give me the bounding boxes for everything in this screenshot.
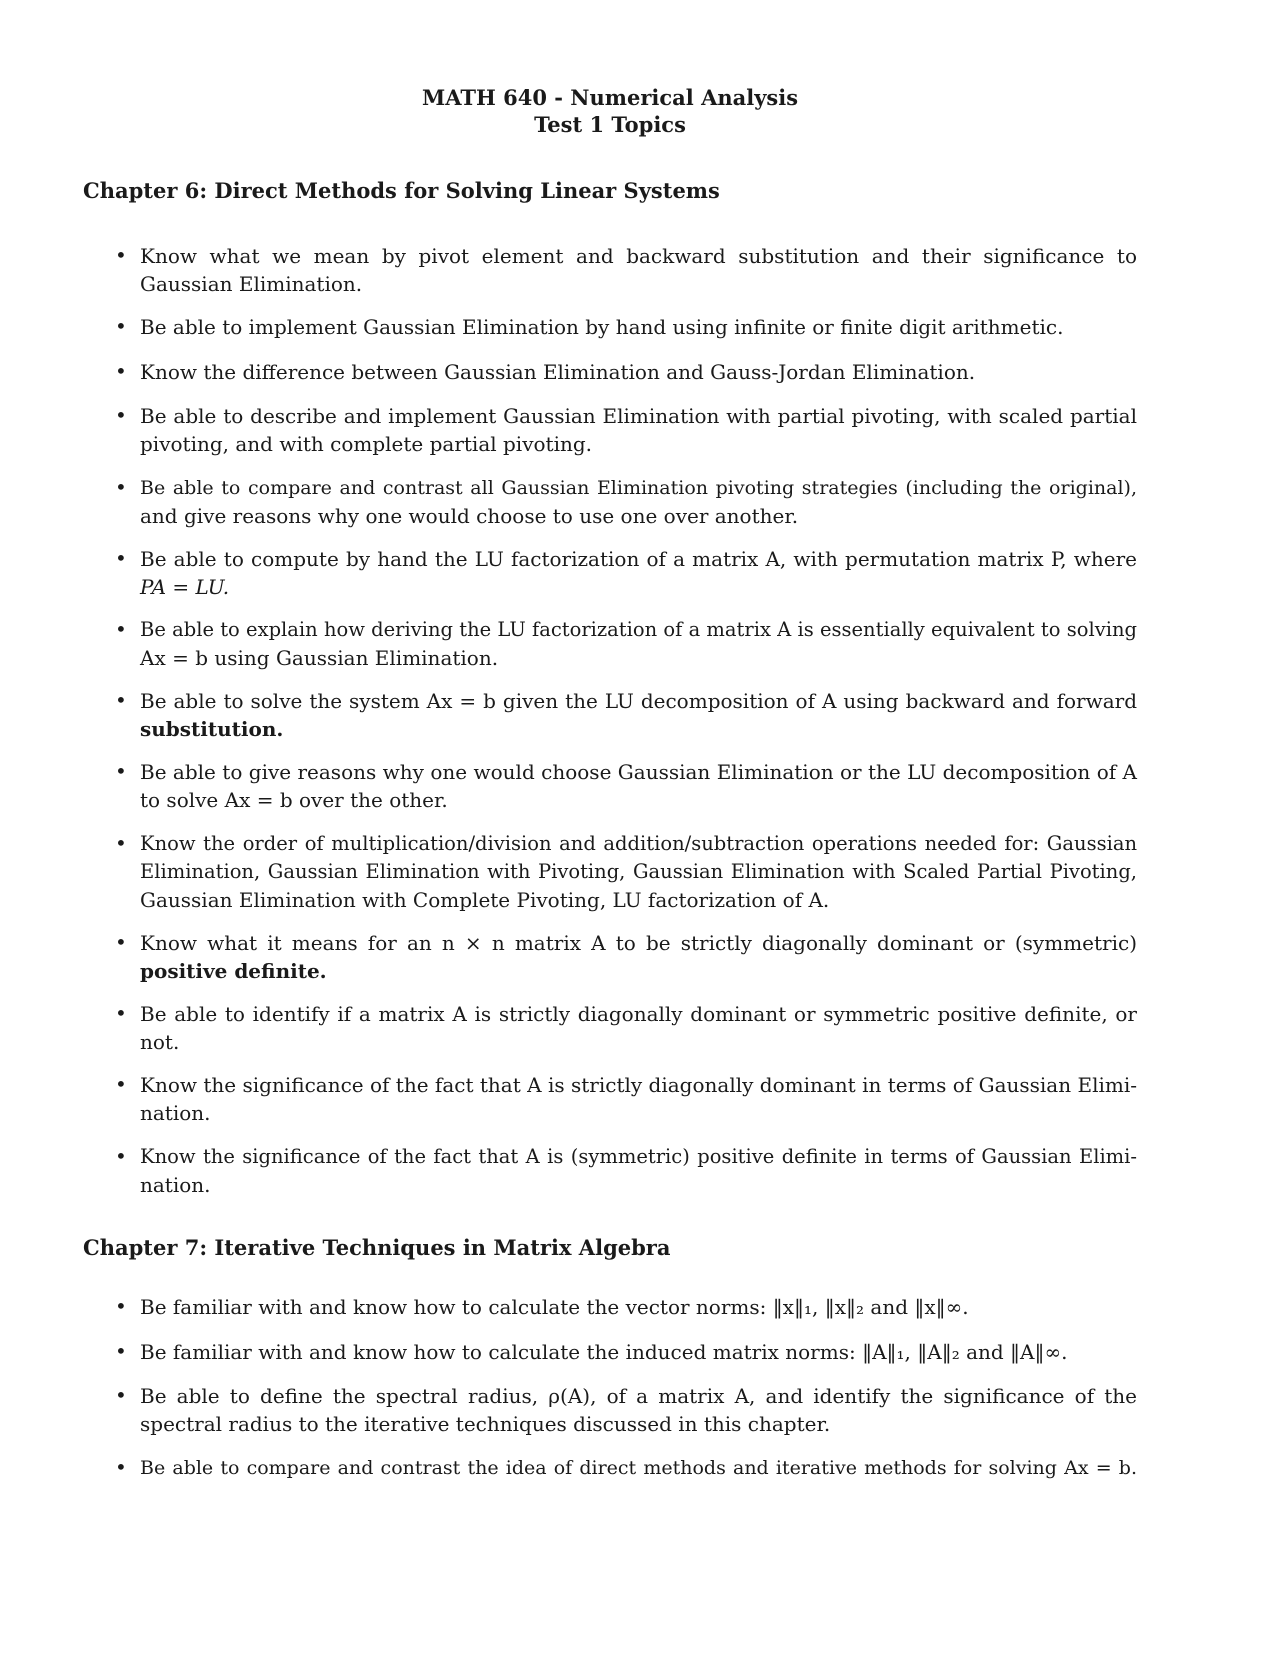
item-line: not.	[140, 1030, 180, 1054]
ch7-item-1	[140, 1293, 1137, 1321]
item-line: PA = LU.	[140, 575, 230, 599]
bullet-marker: •	[115, 930, 127, 954]
bullet-marker: •	[115, 243, 127, 267]
item-line: Be able to compare and contrast all Gaussian Elimination pivoting strategies (including the original),	[140, 477, 1137, 499]
item-line: to solve Ax = b over the other.	[140, 788, 448, 812]
bullet-marker: •	[115, 314, 127, 338]
ch6-item-13	[140, 1071, 1137, 1127]
item-line: Be able to explain how deriving the LU factorization of a matrix A is essentially equivalent to solving	[140, 618, 1137, 641]
ch6-item-2	[140, 313, 1137, 341]
item-line: Be able to define the spectral radius, ρ(A), of a matrix A, and identify the significance of the	[140, 1384, 1137, 1408]
test-title: Test 1 Topics	[534, 112, 686, 137]
bullet-marker: •	[115, 359, 127, 383]
ch6-item-8	[140, 687, 1137, 743]
ch6-item-14	[140, 1143, 1137, 1199]
bullet-marker: •	[115, 1001, 127, 1025]
ch6-item-4	[140, 402, 1137, 458]
ch6-item-10	[140, 830, 1137, 914]
bullet-marker: •	[115, 1455, 127, 1479]
item-line: Be familiar with and know how to calculate the vector norms: ‖x‖₁, ‖x‖₂ and ‖x‖∞.	[140, 1295, 969, 1319]
item-line: nation.	[140, 1173, 211, 1197]
ch6-item-11	[140, 929, 1137, 985]
item-line: Gaussian Elimination with Complete Pivoting, LU factorization of A.	[140, 888, 830, 912]
bullet-marker: •	[115, 1339, 127, 1363]
item-line: Be able to solve the system Ax = b given the LU decomposition of A using backward and forward	[140, 689, 1137, 713]
item-line: Ax = b using Gaussian Elimination.	[140, 646, 499, 670]
ch6-item-5	[140, 474, 1137, 530]
bullet-marker: •	[115, 831, 127, 855]
bullet-marker: •	[115, 759, 127, 783]
bullet-marker: •	[115, 475, 127, 499]
item-line: Elimination, Gaussian Elimination with Pivoting, Gaussian Elimination with Scaled Partial Pivoting,	[140, 860, 1137, 883]
item-line: substitution.	[140, 717, 284, 741]
ch6-item-9	[140, 758, 1137, 814]
bullet-marker: •	[115, 1383, 127, 1407]
item-line: Be able to identify if a matrix A is strictly diagonally dominant or symmetric positive definite, or	[140, 1002, 1137, 1026]
ch6-item-1	[140, 242, 1137, 298]
item-line: spectral radius to the iterative techniques discussed in this chapter.	[140, 1412, 831, 1436]
item-line: and give reasons why one would choose to use one over another.	[140, 504, 799, 528]
chapter7-heading: Chapter 7: Iterative Techniques in Matrix Algebra	[83, 1235, 671, 1260]
bullet-marker: •	[115, 1072, 127, 1096]
bullet-marker: •	[115, 1294, 127, 1318]
ch7-item-2	[140, 1338, 1137, 1366]
ch6-item-6	[140, 545, 1137, 601]
item-line: Know what it means for an n × n matrix A to be strictly diagonally dominant or (symmetric)	[140, 931, 1137, 955]
ch6-item-7	[140, 616, 1137, 672]
item-line: pivoting, and with complete partial pivoting.	[140, 432, 593, 456]
item-line: Know the significance of the fact that A is (symmetric) positive definite in terms of Gaussian Elimi-	[140, 1145, 1137, 1168]
chapter6-heading: Chapter 6: Direct Methods for Solving Linear Systems	[83, 178, 720, 203]
item-line: Be able to describe and implement Gaussian Elimination with partial pivoting, with scaled partial	[140, 404, 1137, 428]
item-line: positive definite.	[140, 959, 327, 983]
item-line: Know the difference between Gaussian Elimination and Gauss-Jordan Elimination.	[140, 360, 976, 384]
bullet-marker: •	[115, 688, 127, 712]
item-line: Be able to give reasons why one would choose Gaussian Elimination or the LU decomposition of A	[140, 760, 1137, 784]
ch7-item-3	[140, 1382, 1137, 1438]
bullet-marker: •	[115, 546, 127, 570]
item-line: Know what we mean by pivot element and backward substitution and their significance to	[140, 244, 1137, 268]
item-line: Be able to implement Gaussian Elimination by hand using infinite or finite digit arithmetic.	[140, 315, 1064, 339]
course-title: MATH 640 - Numerical Analysis	[421, 85, 799, 110]
bullet-marker: •	[115, 617, 127, 641]
item-line: Know the order of multiplication/division and addition/subtraction operations needed for: Gaussian	[140, 832, 1137, 855]
item-line: Be able to compare and contrast the idea of direct methods and iterative methods for solving Ax = b.	[140, 1457, 1137, 1479]
ch6-item-3	[140, 358, 1137, 386]
bullet-marker: •	[115, 403, 127, 427]
item-line: Know the significance of the fact that A is strictly diagonally dominant in terms of Gaussian Elimi-	[140, 1073, 1137, 1097]
ch7-item-4	[140, 1454, 1137, 1482]
item-line: Be familiar with and know how to calculate the induced matrix norms: ‖A‖₁, ‖A‖₂ and ‖A‖∞.	[140, 1340, 1068, 1364]
item-line: Be able to compute by hand the LU factorization of a matrix A, with permutation matrix P, where	[140, 547, 1137, 571]
item-line: nation.	[140, 1101, 211, 1125]
ch6-item-12	[140, 1000, 1137, 1056]
item-line: Gaussian Elimination.	[140, 272, 363, 296]
bullet-marker: •	[115, 1144, 127, 1168]
